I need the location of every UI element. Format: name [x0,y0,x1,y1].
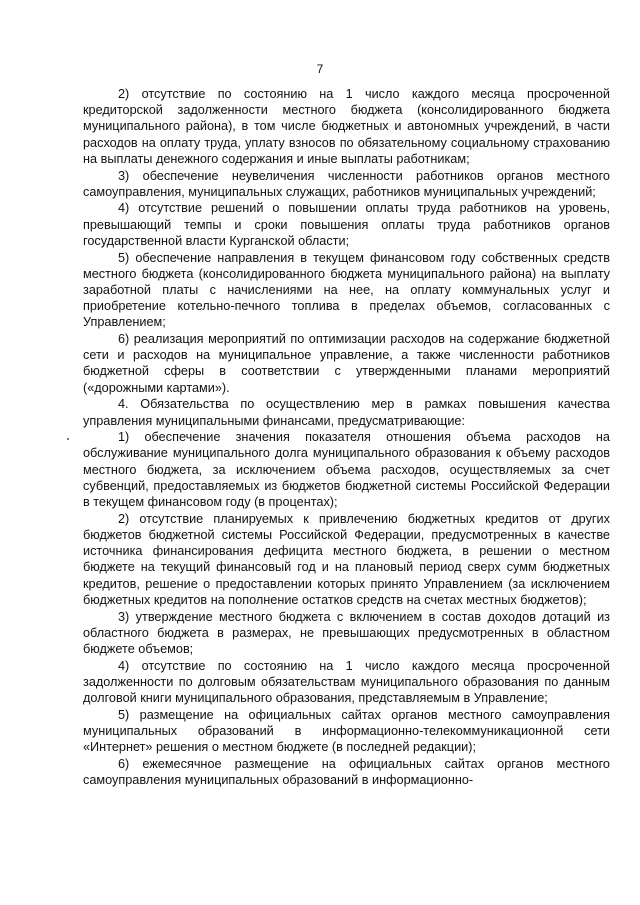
document-body [83,86,610,789]
page-number: 7 [316,62,324,76]
paragraph-1-debt-service-ratio: 1) обеспечение значения показателя отношения объема расходов на обслуживание муниципального долга муниципального образования к объему расходов местного бюджета, за исключением объема расходов, осуществляемых за счет субвенций, предоставляемых из бюджетов бюджетной системы Российской Федерации в текущем финансовом году (в процентах); [83,430,610,510]
paragraph-6-optimization: 6) реализация мероприятий по оптимизации расходов на содержание бюджетной сети и расходов на муниципальное управление, а также численности работников бюджетной сферы в соответствии с утвержденными планами мероприятий («дорожными картами»). [83,332,610,395]
paragraph-3-subsidies: 3) утверждение местного бюджета с включением в состав доходов дотаций из областного бюджета в размерах, не превышающих предусмотренных в областном бюджете объемов; [83,609,610,656]
scan-speck [67,438,69,440]
paragraph-5-own-funds: 5) обеспечение направления в текущем финансовом году собственных средств местного бюджета (консолидированного бюджета муниципального района) на выплату заработной платы с начислениями на нее, на оплату коммунальных услуг и приобретение котельно-печного топлива в пределах объемов, согласованных с Управлением; [83,250,610,330]
paragraph-3-staff-count: 3) обеспечение неувеличения численности работников органов местного самоуправления, муниципальных служащих, работников муниципальных учреждений; [83,168,610,199]
paragraph-2-budget-credits: 2) отсутствие планируемых к привлечению бюджетных кредитов от других бюджетов бюджетной системы Российской Федерации, предусмотренных в качестве источника финансирования дефицита местного бюджета, в решении о местном бюджете на текущий финансовый год и на плановый период сверх сумм бюджетных кредитов, решение о предоставлении которых принято Управлением (за исключением бюджетных кредитов на пополнение остатков средств на счетах местных бюджетов); [83,511,610,607]
paragraph-2-overdue-payables: 2) отсутствие по состоянию на 1 число каждого месяца просроченной кредиторской задолженности местного бюджета (консолидированного бюджета муниципального района), в том числе бюджетных и автономных учреждений, в части расходов на оплату труда, уплату взносов по обязательному социальному страхованию на выплаты денежного содержания и иные выплаты работникам; [83,87,610,166]
section-4-heading-paragraph: 4. Обязательства по осуществлению мер в рамках повышения качества управления муниципальными финансами, предусматривающие: [83,397,610,428]
paragraph-4-salary-increase: 4) отсутствие решений о повышении оплаты труда работников на уровень, превышающий темпы и сроки повышения оплаты труда работников органов государственной власти Курганской области; [83,201,610,248]
paragraph-6-monthly-publication: 6) ежемесячное размещение на официальных сайтах органов местного самоуправления муниципальных образований в информационно- [83,756,610,788]
paragraph-4-overdue-debt: 4) отсутствие по состоянию на 1 число каждого месяца просроченной задолженности по долговым обязательствам муниципального образования по данным долговой книги муниципального образования, представляемым в Управление; [83,658,610,706]
paragraph-5-publication: 5) размещение на официальных сайтах органов местного самоуправления муниципальных образований в информационно-телекоммуникационной сети «Интернет» решения о местном бюджете (в последней редакции); [83,707,610,755]
